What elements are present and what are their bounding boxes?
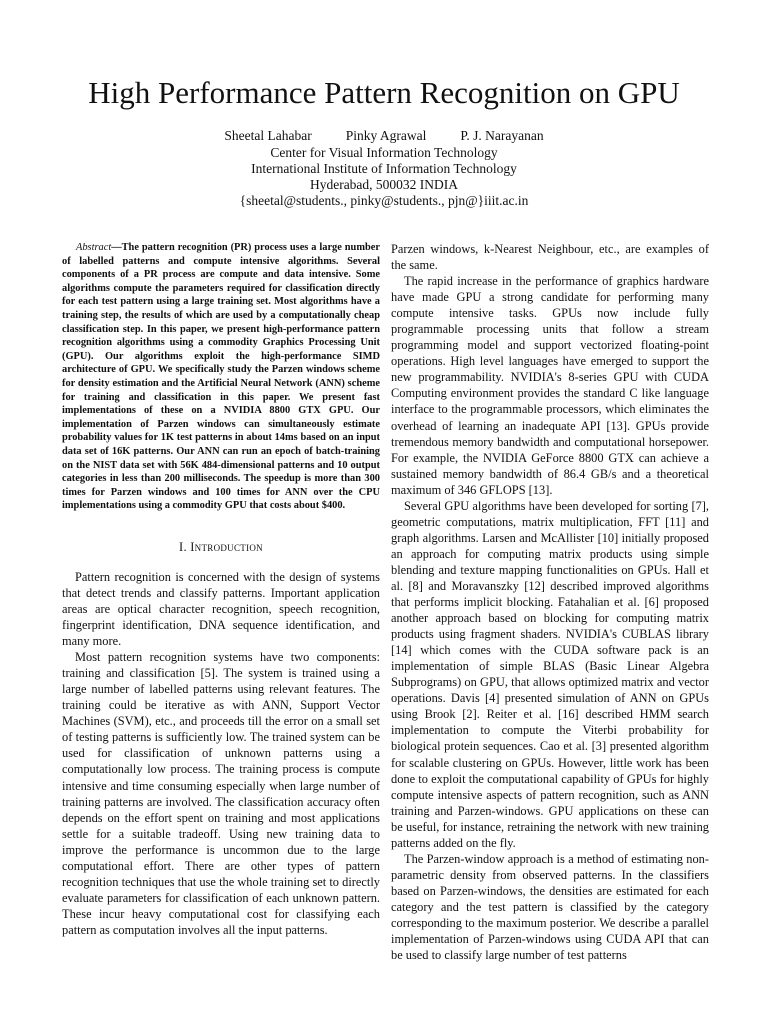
section-heading-introduction [62, 539, 380, 555]
affiliation-line: Center for Visual Information Technology [270, 145, 498, 160]
author-name: Sheetal Lahabar [224, 128, 312, 143]
author-name: Pinky Agrawal [345, 128, 427, 143]
affiliation-email: {sheetal@students., pinky@students., pjn@}iiit.ac.in [239, 193, 529, 208]
affiliation-line: Hyderabad, 500032 INDIA [309, 177, 459, 192]
section-number: I. [179, 539, 187, 554]
abstract [62, 241, 380, 513]
body-paragraph: Most pattern recognition systems have two components: training and classification [5]. The system is trained using a large number of labelled patterns using relevant features. The training could be iterative as with ANN, Support Vector Machines (SVM), etc., and proceeds till the error on a small set of testing patterns is sufficiently low. The trained system can be used for classification of unknown patterns using a computationally low process. The training process is compute intensive and time consuming especially when large number of training patterns are involved. The classification accuracy often depends on the effort spent on training and most applications settle for a suitable tradeoff. Using new training data to improve the performance is uncommon due to the large computational effort. There are other types of pattern recognition techniques that use the whole training set to directly evaluate parameters for classification of each unknown pattern. These incur heavy computational cost for classifying each pattern as computation involves all the input patterns. [62, 650, 380, 937]
right-column [391, 241, 709, 963]
body-paragraph: Pattern recognition is concerned with the design of systems that detect trends and classify patterns. Important application areas are optical character recognition, speech recognition, fingerprint identification, DNA sequence identification, and many more. [62, 569, 380, 649]
abstract-text: —The pattern recognition (PR) process uses a large number of labelled patterns and compute intensive algorithms. Several components of a PR process are compute and data intensive. Some algorithms compute the parameters required for classification directly for each test pattern using a large training set. Most algorithms have a training step, the results of which are used by a computationally cheap classification step. In this paper, we present high-performance pattern recognition algorithms using a commodity Graphics Processing Unit (GPU). Our algorithms exploit the high-performance SIMD architecture of GPU. We specifically study the Parzen windows scheme for density estimation and the Artificial Neural Network (ANN) scheme for training and classification in this paper. We present fast implementations of these on a NVIDIA 8800 GTX GPU. Our implementation of Parzen windows can simultaneously estimate probability values for 1K test patterns in about 14ms based on an input data set of 16K patterns. Our ANN can run an epoch of batch-training on the NIST data set with 56K 484-dimensional patterns and 10 output categories in less than 200 milliseconds. The speedup is more than 300 times for Parzen windows and 100 times for ANN over the CPU implementations using a commodity GPU that costs about $400. [62, 242, 380, 512]
body-paragraph: The Parzen-window approach is a method of estimating non-parametric density from observed patterns. In the classifiers based on Parzen-windows, the densities are estimated for each category and the test pattern is classified by the category corresponding to the maximum posterior. We describe a parallel implementation of Parzen-windows using CUDA API that can be used to classify large number of test patterns [391, 851, 709, 963]
affiliation-block [0, 145, 768, 209]
author-list [0, 128, 768, 144]
left-column [62, 241, 380, 938]
paper-title: High Performance Pattern Recognition on GPU [88, 75, 680, 110]
section-title: Introduction [190, 539, 263, 554]
author-name: P. J. Narayanan [460, 128, 544, 143]
body-paragraph: The rapid increase in the performance of graphics hardware have made GPU a strong candidate for performing many compute intensive tasks. GPUs now include fully programmable processing units that follow a stream programming model and support vectorized floating-point operations. High level languages have emerged to support the new programmability. NVIDIA's 8-series GPU with CUDA Computing environment provides the standard C like language interface to the programmable processors, which eliminates the overhead of learning an inadequate API [13]. GPUs provide tremendous memory bandwidth and computational horsepower. For example, the NVIDIA GeForce 8800 GTX can achieve a sustained memory bandwidth of 86.4 GB/s and a theoretical maximum of 346 GFLOPS [13]. [391, 274, 709, 497]
abstract-label: Abstract [76, 242, 112, 253]
affiliation-line: International Institute of Information Technology [251, 161, 517, 176]
body-paragraph: Several GPU algorithms have been developed for sorting [7], geometric computations, matrix multiplication, FFT [11] and graph algorithms. Larsen and McAllister [10] initially proposed an approach for computing matrix products using simple blending and texture mapping functionalities on GPUs. Hall et al. [8] and Moravanszky [12] described improved algorithms that performs implicit blocking. Fatahalian et al. [6] proposed another approach based on blocking for computing matrix products using fragment shaders. NVIDIA's CUBLAS library [14] which comes with the CUDA software pack is an implementation of simple BLAS (Basic Linear Algebra Subprograms) on GPU, that allows optimized matrix and vector operations. Davis [4] presented simulation of ANN on GPUs using Brook [2]. Reiter et al. [16] described HMM search implementation to compute the Viterbi probability for biological protein sequences. Cao et al. [3] presented algorithm for scalable clustering on GPUs. However, little work has been done to exploit the computational capability of GPUs for highly compute intensive aspects of pattern recognition, such as ANN training and Parzen-windows. GPU applications on these can be useful, for instance, retraining the network with new training patterns added on the fly. [391, 498, 709, 850]
body-paragraph: Parzen windows, k-Nearest Neighbour, etc., are examples of the same. [391, 242, 709, 273]
